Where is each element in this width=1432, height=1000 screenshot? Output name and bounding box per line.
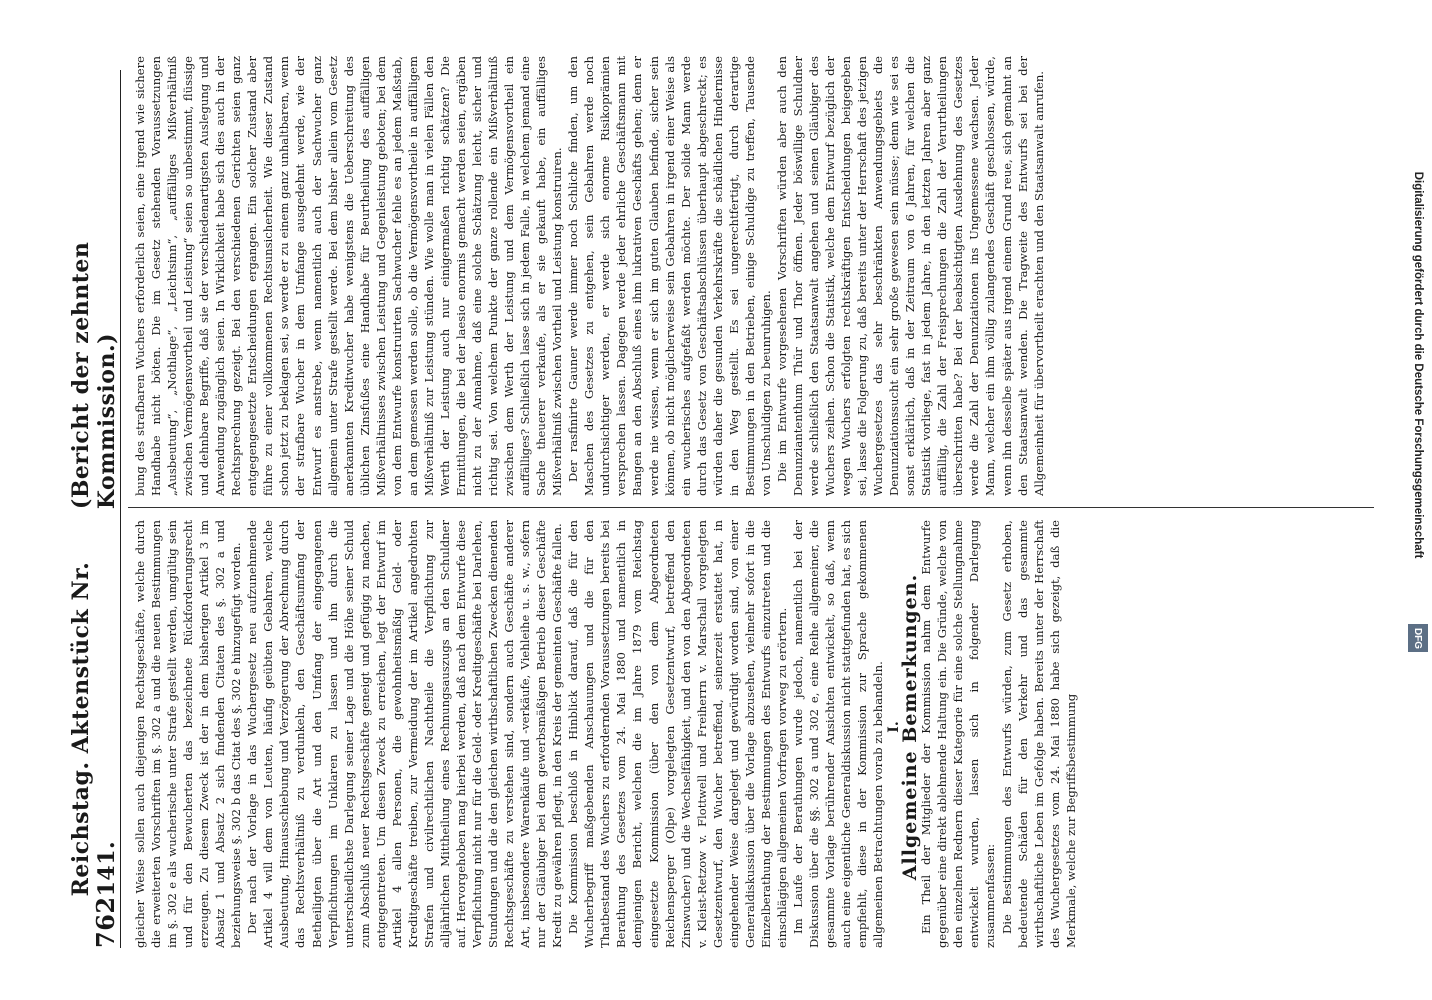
document-subtitle: (Bericht der zehnten Kommission.)	[68, 241, 120, 510]
left-column	[132, 520, 1376, 948]
paragraph: bung des strafbaren Wuchers erforderlich seien, eine irgend wie sichere Handhabe nicht böten. Die im Gesetz stehenden Voraussetzungen „Ausbeutung“, „Nothlage“, „Leichtsinn“, „auffälliges Mißverhältniß zwischen Vermögensvortheil und Leistung“ seien so unbestimmt, flüssige und dehnbare Begriffe, daß sie der verschiedenartigsten Auslegung und Anwendung zugänglich seien. In Wirklichkeit habe sich dies auch in der Rechtsprechung gezeigt. Bei den verschiedenen Gerichten seien ganz entgegengesetzte Entscheidungen ergangen. Ein solcher Zustand aber führe zu einer vollkommenen Rechtsunsicherheit. Wie dieser Zustand schon jetzt zu beklagen sei, so werde er zu einem ganz unhaltbaren, wenn der strafbare Wucher in dem Umfange ausgedehnt werde, wie der Entwurf es anstrebe, wenn namentlich auch der Sachwucher ganz allgemein unter Strafe gestellt werde. Bei dem bisher allein vom Gesetz anerkannten Kreditwucher habe wenigstens die Ueberschreitung des üblichen Zinsfußes eine Handhabe für Beurtheilung des auffälligen Mißverhältnisses zwischen Leistung und Gegenleistung geboten; bei dem von dem Entwurfe konstruirten Sachwucher fehle es an jedem Maßstab, an dem gemessen werden solle, ob die Vermögensvortheile in auffälligem Mißverhältniß zur Leistung stünden. Wie wolle man in vielen Fällen den Werth der Leistung auch nur einigermaßen richtig schätzen? Die Ermittlungen, die bei der laesio enormis gemacht werden seien, ergäben nicht zu der Annahme, daß eine solche Schätzung leicht, sicher und richtig sei. Von welchem Punkte der ganze rollende ein Mißverhältniß zwischen dem Werth der Leistung und dem Vermögensvortheil ein auffälliges? Schließlich lasse sich in jedem Falle, in welchem jemand eine Sache theuerer verkaufe, als er sie gekauft habe, ein auffälliges Mißverhältniß zwischen Vortheil und Leistung konstruiren.	[133, 56, 565, 496]
digitization-note	[1408, 110, 1428, 620]
dfg-logo-text: DFG	[1412, 627, 1424, 649]
page-number: 762	[91, 896, 120, 948]
section-number: I.	[886, 721, 903, 733]
paragraph: Die Bestimmungen des Entwurfs würden, zum Gesetz erhoben, bedeutende Schäden für den Verkehr und das gesammte wirthschaftliche Leben im Gefolge haben. Bereits unter der Herrschaft des Wuchergesetzes vom 24. Mai 1880 habe sich gezeigt, daß die Merkmale, welche zur Begriffsbestimmung	[999, 520, 1078, 948]
paragraph: Ein Theil der Mitglieder der Kommission nahm dem Entwurfe gegenüber eine direkt ablehnende Haltung ein. Die Gründe, welche von den einzelnen Rednern dieser Kategorie für eine solche Stellungnahme entwickelt wurden, lassen sich in folgender Darlegung zusammenfassen:	[919, 520, 998, 948]
dfg-logo	[1408, 624, 1428, 652]
paragraph: Die im Entwurfe vorgesehenen Vorschriften würden aber auch den Denunziantenthum Thür und Thor öffnen. Jeder böswillige Schuldner werde schließlich den Staatsanwalt angehen und seinen Gläubiger des Wuchers zeihen. Schon die Statistik, welche dem Entwurf bezüglich der wegen Wuchers erfolgten rechtskräftigen Entscheidungen beigegeben sei, lasse die Folgerung zu, daß bereits unter der Herrschaft des jetzigen Wuchergesetzes das sehr beschränkten Anwendungsgebiets die Denunziationssucht ein sehr große gewesen sein müsse; denn wie sei es sonst erklärlich, daß in der Zeitraum von 6 Jahren, für welchen die Statistik vorliege, fast in jedem Jahre, in den letzten Jahren aber ganz auffällig, die Zahl der Freisprechungen die Zahl der Verurtheilungen überschritten habe? Bei der beabsichtigten Ausdehnung des Gesetzes werde die Zahl der Denunziationen ins Ungemessene wachsen. Jeder Mann, welcher ein ihm völlig zulangendes Geschäft geschlossen, würde, wenn ihn desselbe später aus irgend einem Grund reue, sich gemahnt an den Staatsanwalt wenden. Die Tragweite des Entwurfs sei bei der Allgemeinheit für übervortheilt erachten und den Staatsanwalt anrufen.	[774, 56, 1046, 496]
paragraph: Der nach der Vorlage in das Wuchergesetz neu aufzunehmende Artikel 4 will dem von Leuten, häufig geübten Gebahren, welche Ausbeutung, Hinausschiebung und Verzögerung der Abrechnung durch das Rechtsverhältniß zu verdunkeln, den Geschäftsumfang der Betheiligten über die Art und den Umfang der eingegangenen Verpflichtungen im Unklaren zu lassen und ihn durch die unterschiedlichste Darlegung seiner Lage und die Höhe seiner Schuld zum Abschluß neuer Rechtsgeschäfte geneigt und gefügig zu machen, entgegentreten. Um diesen Zweck zu erreichen, legt der Entwurf im Artikel 4 allen Personen, die gewohnheitsmäßig Geld- oder Kreditgeschäfte treiben, zur Vermeidung der im Artikel angedrohten Strafen und civilrechtlichen Nachtheile die Verpflichtung zur alljährlichen Mittheilung eines Rechnungsauszugs an den Schuldner auf. Hervorgehoben mag hierbei werden, daß nach dem Entwurfe diese Verpflichtung nicht nur für die Geld- oder Kreditgeschäfte bei Darlehen, Stundungen und die den gleichen wirthschaftlichen Zwecken dienenden Rechtsgeschäfte zu verstehen sind, sondern auch Geschäfte anderer Art, insbesondere Warenkäufe und -verkäufe, Viehleihe u. s. w., sofern nur der Gläubiger bei dem gewerbsmäßigen Betrieb dieser Geschäfte Kredit zu gewähren pflegt, in den Kreis der gemeinten Geschäfte fallen.	[245, 520, 565, 948]
section-heading: Allgemeine Bemerkungen.	[899, 573, 922, 881]
paragraph: gleicher Weise sollen auch diejenigen Rechtsgeschäfte, welche durch die erweiterten Vorschriften im §. 302 a und die neuen Bestimmungen im §. 302 e als wucherische unter Strafe gestellt werden, umgültig sein und für den Bewucherten das bezeichnete Rückforderungsrecht erzeugen. Zu diesem Zweck ist der in dem bisherigen Artikel 3 im Absatz 1 und Absatz 2 sich findenden Citaten des §. 302 a und beziehungsweise §. 302 b das Citat des §. 302 e hinzugefügt worden.	[133, 520, 244, 948]
page-header	[68, 70, 121, 948]
document-title: Reichstag. Aktenstück Nr. 141.	[68, 561, 120, 897]
right-column	[132, 56, 1376, 496]
paragraph: Die Kommission beschloß in Hinblick darauf, daß die für den Wucherbegriff maßgebenden Anschauungen und die für den Thatbestand des Wuchers zu erfordernden Voraussetzungen bereits bei Berathung des Gesetzes vom 24. Mai 1880 und namentlich in demjenigen Bericht, welchen die im Jahre 1879 vom Reichstag eingesetzte Kommission (über den von dem Abgeordneten Reichensperger (Olpe) vorgelegten Gesetzentwurf, betreffend den Zinswucher) und die Wechselfähigkeit, und den von den Abgeordneten v. Kleist-Retzow v. Flottwell und Freiherrn v. Marschall vorgelegten Gesetzentwurf, den Wucher betreffend, seinerzeit erstattet hat, in eingehender Weise dargelegt und gewürdigt worden sind, von einer Generaldiskussion über die Vorlage abzusehen, vielmehr sofort in die Einzelberathung der Bestimmungen des Entwurfs einzutreten und die einschlägigen allgemeinen Vorfragen vorweg zu erörtern.	[566, 520, 789, 948]
paragraph: Im Laufe der Berathungen wurde jedoch, namentlich bei der Diskussion über die §§. 302 a und 302 e, eine Reihe allgemeiner, die gesammte Vorlage berührender Ansichten entwickelt, so daß, wenn auch eine eigentliche Generaldiskussion nicht stattgefunden hat, es sich empfiehlt, diese in der Kommission zur Sprache gekommenen allgemeinen Betrachtungen vorab zu behandeln.	[790, 520, 886, 948]
digitization-note-text: Digitalisierung gefördert durch die Deutsche Forschungsgemeinschaft	[1412, 171, 1424, 559]
column-divider	[128, 507, 1374, 508]
paragraph: Der rasfinirte Gauner werde immer noch Schliche finden, um den Maschen des Gesetzes zu entgehen, sein Gebahren werde noch undurchsichtiger werden, er werde sich enorme Risikoprämien versprechen lassen. Dagegen werde jeder ehrliche Geschäftsmann mit Bangen an den Abschluß eines ihm lukrativen Geschäfts gehen; denn er werde nie wissen, wenn er sich im guten Glauben befinde, sicher sein können, ob nicht möglicherweise sein Gebahren in irgend einer Weise als ein wucherisches aufgefaßt werden möchte. Der solide Mann werde durch das Gesetz von Geschäftsabschlüssen überhaupt abgeschreckt; es würden daher die gesunden Verkehrskräfte die schädlichen Hindernisse in den Weg gestellt. Es sei ungerechtfertigt, durch derartige Bestimmungen in den Betrieben, einige Schuldige zu treffen, Tausende von Unschuldigen zu beunruhigen.	[566, 56, 773, 496]
document-page	[36, 30, 1396, 970]
